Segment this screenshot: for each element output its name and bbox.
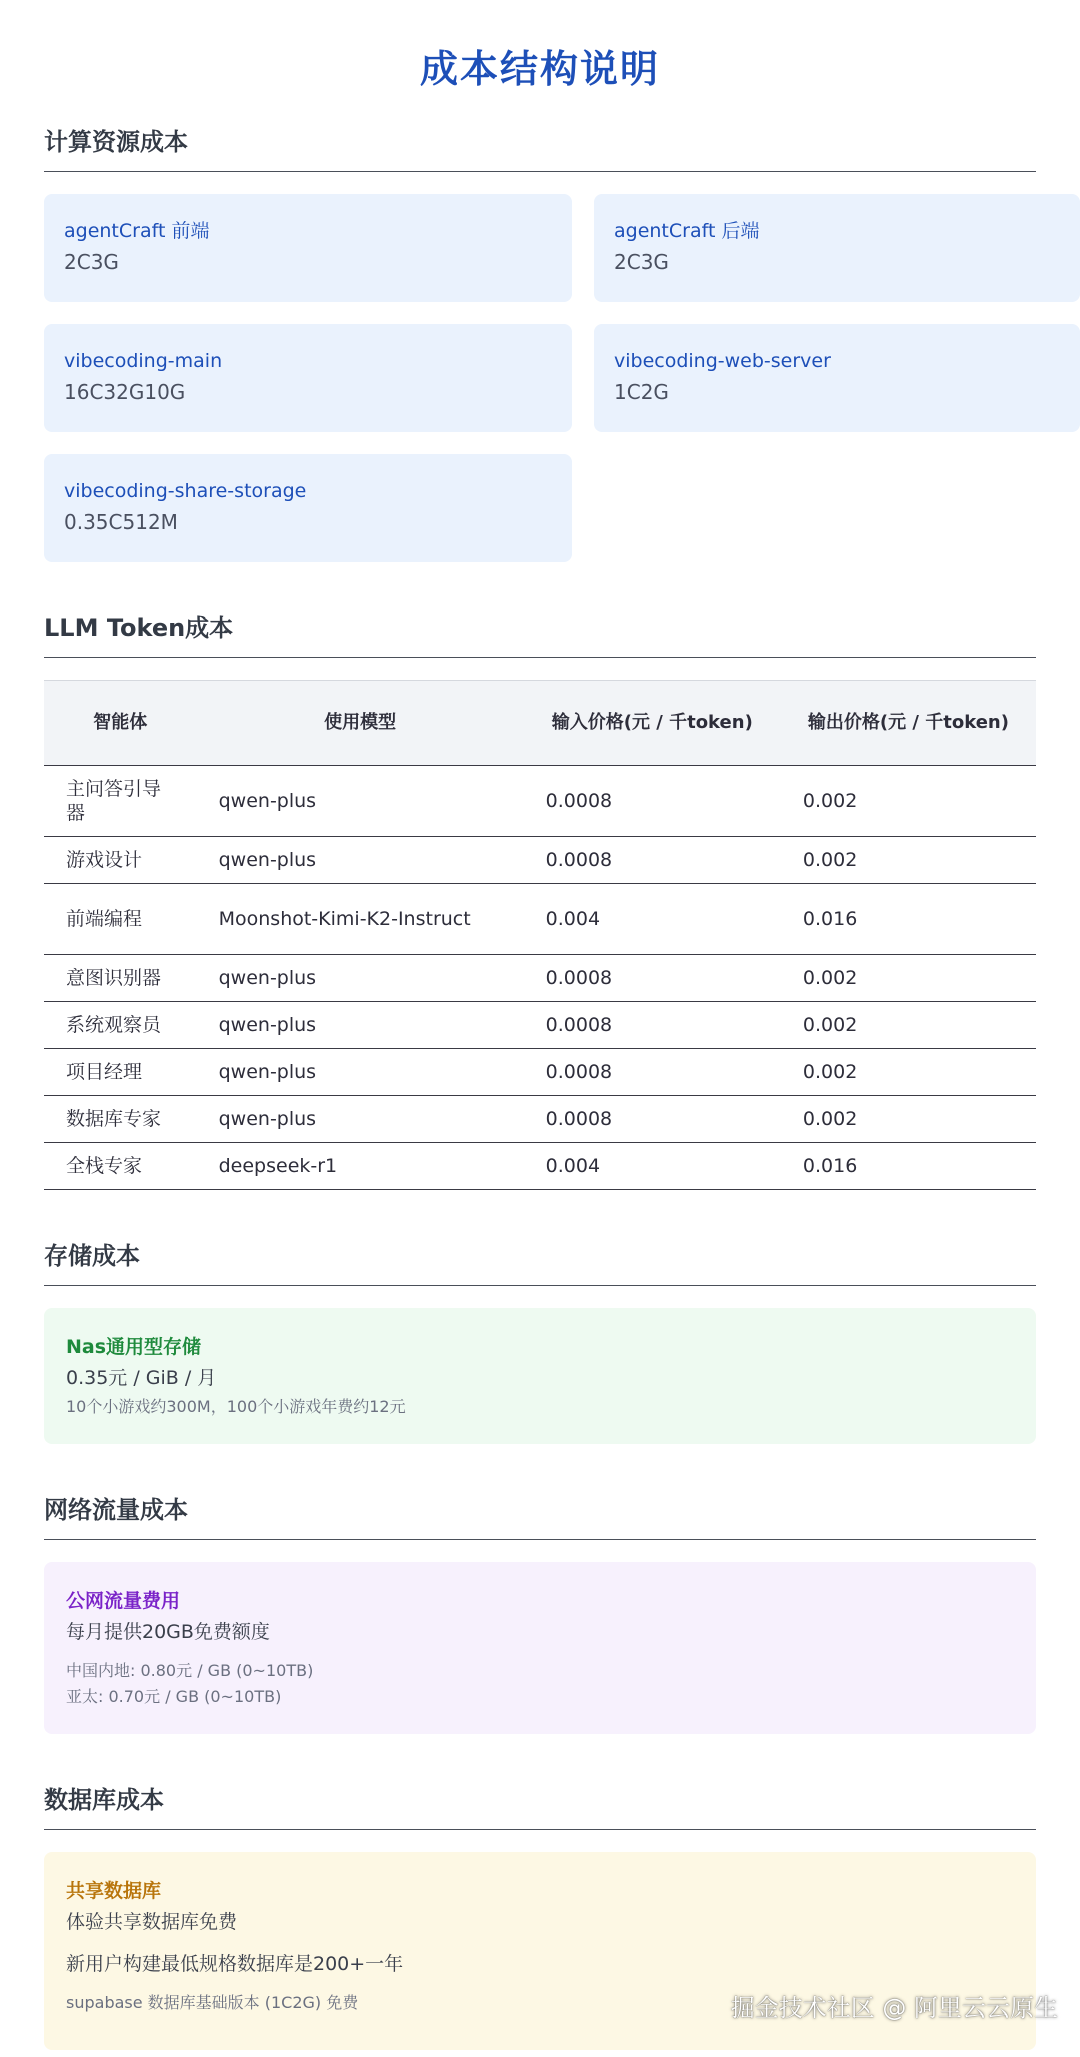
- cell-model: qwen-plus: [218, 849, 317, 871]
- cell-output: 0.002: [802, 790, 858, 812]
- section-title-llm: LLM Token成本: [44, 608, 1036, 658]
- cell-agent: 前端编程: [66, 908, 143, 930]
- network-price-apac: 亚太: 0.70元 / GB (0~10TB): [66, 1687, 282, 1706]
- card-label: vibecoding-web-server: [614, 350, 831, 372]
- cell-output: 0.002: [802, 967, 858, 989]
- section-title-compute: 计算资源成本: [44, 122, 1036, 172]
- llm-cost-table: [44, 680, 1036, 1190]
- compute-card: [44, 454, 572, 562]
- cell-output: 0.002: [802, 849, 858, 871]
- table-row: [44, 1049, 1036, 1096]
- section-title-database: 数据库成本: [44, 1780, 1036, 1830]
- card-spec: 1C2G: [614, 380, 669, 404]
- section-title-storage: 存储成本: [44, 1236, 1036, 1286]
- table-row: [44, 1096, 1036, 1143]
- cell-output: 0.016: [802, 1155, 858, 1177]
- cell-agent: 系统观察员: [66, 1014, 162, 1036]
- table-row: [44, 1002, 1036, 1049]
- card-label: agentCraft 前端: [64, 220, 210, 242]
- cell-model: qwen-plus: [218, 790, 317, 812]
- database-panel-title: 共享数据库: [66, 1880, 162, 1902]
- cell-agent: 全栈专家: [66, 1155, 143, 1177]
- cell-model: qwen-plus: [218, 1108, 317, 1130]
- document: [44, 0, 1036, 2050]
- card-spec: 2C3G: [64, 250, 119, 274]
- cell-agent: 游戏设计: [66, 849, 143, 871]
- watermark: 掘金技术社区 @ 阿里云云原生: [730, 1994, 1058, 2022]
- card-spec: 0.35C512M: [64, 510, 178, 534]
- cell-output: 0.002: [802, 1014, 858, 1036]
- column-header-agent: 智能体: [44, 681, 197, 766]
- cell-agent: 意图识别器: [66, 967, 162, 989]
- compute-card: [44, 194, 572, 302]
- cell-input: 0.0008: [545, 967, 613, 989]
- cell-model: qwen-plus: [218, 1014, 317, 1036]
- table-row: [44, 884, 1036, 955]
- cell-input: 0.0008: [545, 849, 613, 871]
- compute-card: [594, 194, 1080, 302]
- network-panel: [44, 1562, 1036, 1734]
- database-new-user: 新用户构建最低规格数据库是200+一年: [66, 1953, 404, 1975]
- cell-input: 0.004: [545, 1155, 601, 1177]
- cell-input: 0.0008: [545, 1014, 613, 1036]
- card-label: vibecoding-share-storage: [64, 480, 307, 502]
- card-spec: 16C32G10G: [64, 380, 186, 404]
- cell-output: 0.002: [802, 1061, 858, 1083]
- section-title-network: 网络流量成本: [44, 1490, 1036, 1540]
- column-header-output-price: 输出价格(元 / 千token): [781, 681, 1036, 766]
- cell-model: deepseek-r1: [218, 1155, 338, 1177]
- database-note: supabase 数据库基础版本 (1C2G) 免费: [66, 1993, 359, 2012]
- card-spec: 2C3G: [614, 250, 669, 274]
- cell-agent: 数据库专家: [66, 1108, 162, 1130]
- column-header-model: 使用模型: [197, 681, 524, 766]
- card-label: agentCraft 后端: [614, 220, 760, 242]
- cell-output: 0.016: [802, 908, 858, 930]
- cell-model: qwen-plus: [218, 1061, 317, 1083]
- table-row: [44, 955, 1036, 1002]
- table-header-row: [44, 681, 1036, 766]
- storage-panel-title: Nas通用型存储: [66, 1336, 202, 1358]
- compute-card: [44, 324, 572, 432]
- compute-cards: [44, 194, 1080, 562]
- table-row: [44, 766, 1036, 837]
- storage-price: 0.35元 / GiB / 月: [66, 1367, 217, 1389]
- cell-output: 0.002: [802, 1108, 858, 1130]
- cell-input: 0.0008: [545, 790, 613, 812]
- compute-card: [594, 324, 1080, 432]
- cell-agent: 项目经理: [66, 1061, 143, 1083]
- cell-model: Moonshot-Kimi-K2-Instruct: [218, 908, 471, 930]
- card-label: vibecoding-main: [64, 350, 223, 372]
- network-panel-title: 公网流量费用: [66, 1590, 181, 1612]
- cell-model: qwen-plus: [218, 967, 317, 989]
- cell-agent: 主问答引导器: [66, 778, 162, 824]
- cell-input: 0.0008: [545, 1108, 613, 1130]
- column-header-input-price: 输入价格(元 / 千token): [524, 681, 781, 766]
- cell-input: 0.0008: [545, 1061, 613, 1083]
- storage-note: 10个小游戏约300M，100个小游戏年费约12元: [66, 1397, 406, 1416]
- table-row: [44, 1143, 1036, 1190]
- network-free-quota: 每月提供20GB免费额度: [66, 1621, 270, 1643]
- database-free: 体验共享数据库免费: [66, 1911, 238, 1933]
- network-price-china: 中国内地: 0.80元 / GB (0~10TB): [66, 1661, 314, 1680]
- storage-panel: [44, 1308, 1036, 1444]
- table-row: [44, 837, 1036, 884]
- page-title: 成本结构说明: [419, 47, 660, 91]
- cell-input: 0.004: [545, 908, 601, 930]
